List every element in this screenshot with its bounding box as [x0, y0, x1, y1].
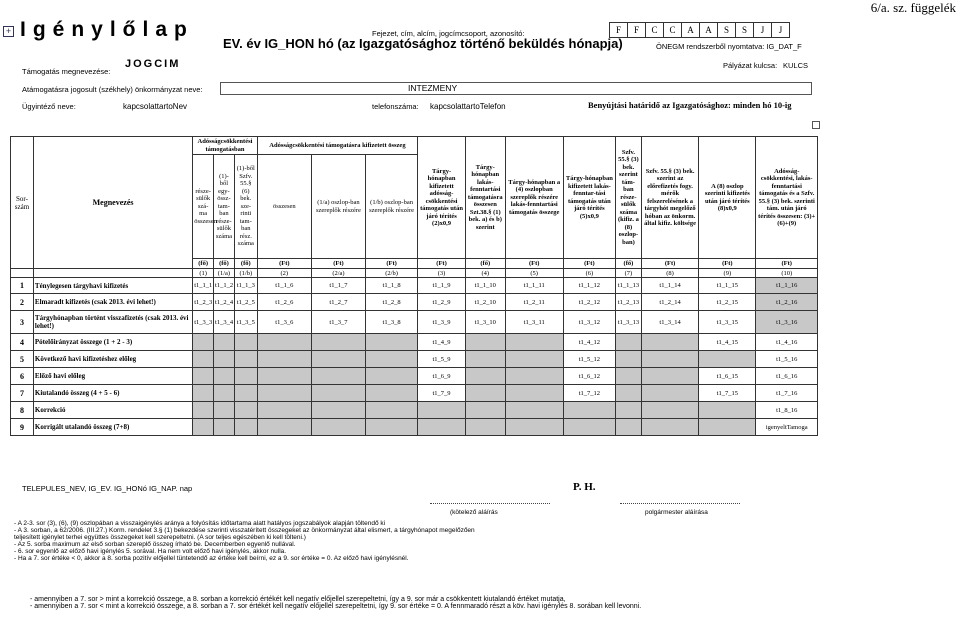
data-cell [311, 385, 365, 402]
data-cell[interactable]: t1_2_6 [257, 294, 311, 311]
data-cell[interactable]: t1_2_14 [641, 294, 698, 311]
data-cell [615, 419, 641, 436]
data-cell [214, 402, 235, 419]
data-cell[interactable]: t1_1_8 [366, 278, 418, 294]
data-cell[interactable]: t1_2_4 [214, 294, 235, 311]
note-line: - amennyiben a 7. sor < mint a korrekció összege, a 8. sorban a 7. sor értékét kell negatív előjellel szerepeltetni, így 9. sor értéke = 0. A fennmaradó részt a köv. havi igénylés 8. sorában kell levonni. [30, 603, 642, 610]
col-number: (1/a) [214, 269, 235, 278]
data-cell[interactable]: t1_7_15 [699, 385, 756, 402]
col-header-9: A (8) oszlop szerinti kifizetés után járó térítés (8)x0,9 [699, 137, 756, 259]
col-number: (7) [615, 269, 641, 278]
data-cell[interactable]: t1_3_10 [465, 311, 505, 334]
data-cell[interactable]: t1_1_10 [465, 278, 505, 294]
identifier-label: Fejezet, cím, alcím, jogcímcsoport, azonosító: [372, 29, 525, 38]
data-cell [641, 351, 698, 368]
phone-label: telefonszáma: [372, 102, 419, 111]
data-cell [641, 419, 698, 436]
col-number: (5) [505, 269, 563, 278]
data-cell [214, 419, 235, 436]
data-cell [214, 385, 235, 402]
data-cell[interactable]: t1_6_16 [756, 368, 818, 385]
col-header-3: Tárgy-hónapban kifizetett adósság-csökkentési támogatás után járó térítés (2)x0,9 [418, 137, 466, 259]
unit-cell: (fő) [193, 259, 214, 269]
data-cell[interactable]: t1_5_12 [563, 351, 615, 368]
data-cell[interactable]: t1_2_15 [699, 294, 756, 311]
data-cell[interactable]: t1_7_9 [418, 385, 466, 402]
institution-value: INTEZMENY [408, 83, 458, 93]
col-header-2b: (1/b) oszlop-ban szereplők részére [366, 155, 418, 259]
col-header-group2: Adósságcsökkentési támogatásra kifizetett összeg [257, 137, 417, 155]
data-cell[interactable]: t1_1_3 [234, 278, 257, 294]
data-cell [505, 402, 563, 419]
col-header-1: része-sülők szá-ma összesen [193, 155, 214, 259]
col-number: (6) [563, 269, 615, 278]
notes-block-2 [30, 596, 930, 610]
table-row [11, 385, 818, 402]
data-cell [193, 419, 214, 436]
data-cell [465, 368, 505, 385]
data-cell [234, 351, 257, 368]
col-header-megnevezes: Megnevezés [33, 137, 192, 269]
identifier-char-box[interactable]: S [717, 22, 736, 38]
unit-cell: (Ft) [641, 259, 698, 269]
data-cell[interactable]: t1_1_1 [193, 278, 214, 294]
data-cell [641, 402, 698, 419]
col-number: (2/a) [311, 269, 365, 278]
identifier-char-box[interactable]: A [699, 22, 718, 38]
col-header-1a: (1)-ből egy-össz-tam-ban része-sülők száma [214, 155, 235, 259]
table-row [11, 402, 818, 419]
entitled-label: Atámogatásra jogosult (székhely) önkormányzat neve: [22, 85, 203, 94]
data-cell [465, 402, 505, 419]
data-cell [615, 402, 641, 419]
note-line: - Ha a 7. sor értéke < 0, akkor a 8. sorba pozitív előjellel tüntetendő az értéke kell beírni, ez a 9. sor értéke = 0. Az előző havi igénylésnél. [14, 555, 409, 562]
data-cell [699, 419, 756, 436]
clerk-label: Ügyintéző neve: [22, 102, 76, 111]
data-cell [699, 402, 756, 419]
signature-right-label: polgármester aláírása [645, 509, 708, 516]
identifier-char-box[interactable]: C [645, 22, 664, 38]
unit-cell: (fő) [465, 259, 505, 269]
row-label: Következő havi kifizetéshez előleg [33, 351, 192, 368]
row-number: 5 [11, 351, 34, 368]
identifier-char-box[interactable]: J [753, 22, 772, 38]
data-cell[interactable]: t1_2_13 [615, 294, 641, 311]
unit-cell: (Ft) [366, 259, 418, 269]
col-header-6: Tárgy-hónapban kifizetett lakás-fenntar-tási támogatás után járó térítés (5)x0,9 [563, 137, 615, 259]
identifier-char-box[interactable]: F [609, 22, 628, 38]
unit-cell: (Ft) [505, 259, 563, 269]
note-line: - A 3. sorban, a 62/2006. (III.27.) Korm. rendelet 3.§ (1) bekezdése szerinti visszatérített összegeket az önkormányzat által elismert, a tárgyhónapot megelőzően [14, 527, 475, 534]
col-number: (4) [465, 269, 505, 278]
data-cell[interactable]: t1_7_16 [756, 385, 818, 402]
note-line: - amennyiben a 7. sor > mint a korrekció összege, a 8. sorban a korrekció értékét kell negatív előjellel szerepeltetni, így a 9. sor már a csökkentett kiutalandó értéket mutatja, [30, 596, 566, 603]
ph-stamp: P. H. [573, 481, 596, 493]
square-icon [812, 121, 820, 129]
identifier-char-box[interactable]: J [771, 22, 790, 38]
col-number: (3) [418, 269, 466, 278]
col-number: (8) [641, 269, 698, 278]
row-label: Pótelőirányzat összege (1 + 2 - 3) [33, 334, 192, 351]
row-label: Korrekció [33, 402, 192, 419]
data-cell[interactable]: t1_2_12 [563, 294, 615, 311]
signature-line-left [430, 503, 550, 504]
data-cell [505, 368, 563, 385]
data-cell[interactable]: t1_7_12 [563, 385, 615, 402]
data-cell [234, 368, 257, 385]
row-label: Tárgyhónapban történt visszafizetés (csak 2013. évi lehet!) [33, 311, 192, 334]
note-line: - 6. sor egyenlő az előző havi igénylés 5. sorával. Ha nem volt előző havi igénylés, akkor nulla. [14, 548, 287, 555]
col-header-7: Szfv. 55.§ (3) bek. szerint tám-ban része-sülők száma (kifiz. a (8) oszlop-ban) [615, 137, 641, 259]
data-cell [234, 419, 257, 436]
form-title: Igénylőlap [20, 18, 194, 41]
data-cell [311, 402, 365, 419]
row-label: Előző havi előleg [33, 368, 192, 385]
data-cell [311, 334, 365, 351]
data-cell [214, 334, 235, 351]
row-number: 9 [11, 419, 34, 436]
data-cell [257, 402, 311, 419]
col-header-2: összesen [257, 155, 311, 259]
data-cell[interactable]: igenyeltTamoga [756, 419, 818, 436]
table-row [11, 294, 818, 311]
data-cell [193, 368, 214, 385]
row-number: 2 [11, 294, 34, 311]
data-cell[interactable]: t1_5_9 [418, 351, 466, 368]
data-cell[interactable]: t1_1_7 [311, 278, 365, 294]
data-cell[interactable]: t1_3_8 [366, 311, 418, 334]
notes-block [14, 520, 914, 562]
data-cell [505, 385, 563, 402]
claim-table [10, 136, 818, 436]
data-cell [641, 385, 698, 402]
data-cell[interactable]: t1_3_13 [615, 311, 641, 334]
signature-line-right [620, 503, 740, 504]
data-cell [234, 334, 257, 351]
data-cell[interactable]: t1_3_14 [641, 311, 698, 334]
data-cell[interactable]: t1_4_12 [563, 334, 615, 351]
data-cell[interactable]: t1_2_3 [193, 294, 214, 311]
onegm-label: ÖNEGM rendszerből nyomtatva: IG_DAT_F [656, 42, 802, 51]
data-cell[interactable]: t1_3_11 [505, 311, 563, 334]
data-cell [257, 385, 311, 402]
data-cell[interactable]: t1_3_6 [257, 311, 311, 334]
applicant-value: KULCS [783, 61, 809, 70]
note-line: teljesített igénylet terhei együttes összegeket kell szerepeltetni. (A sor teljes egészében ki kell tölteni.) [14, 534, 306, 541]
unit-cell: (Ft) [699, 259, 756, 269]
data-cell[interactable]: t1_3_9 [418, 311, 466, 334]
note-line: - Az 5. sorba maximum az első sorban szereplő összeg írható be. Decemberben egyenlő nullával. [14, 541, 296, 548]
data-cell [366, 385, 418, 402]
data-cell[interactable]: t1_3_7 [311, 311, 365, 334]
col-number: (1) [193, 269, 214, 278]
unit-cell: (fő) [234, 259, 257, 269]
col-header-5: Tárgy-hónapban a (4) oszlopban szereplők részére lakás-fenntartási támogatás összege [505, 137, 563, 259]
data-cell [214, 351, 235, 368]
data-cell[interactable]: t1_2_8 [366, 294, 418, 311]
col-header-sorszam: Sor-szám [11, 137, 34, 269]
data-cell [505, 334, 563, 351]
data-cell[interactable]: t1_4_15 [699, 334, 756, 351]
unit-cell: (Ft) [756, 259, 818, 269]
data-cell[interactable]: t1_3_15 [699, 311, 756, 334]
data-cell [366, 368, 418, 385]
data-cell[interactable]: t1_6_12 [563, 368, 615, 385]
table-row [11, 419, 818, 436]
data-cell[interactable]: t1_2_11 [505, 294, 563, 311]
col-number: (9) [699, 269, 756, 278]
unit-cell: (fő) [615, 259, 641, 269]
data-cell [641, 334, 698, 351]
data-cell[interactable]: t1_8_16 [756, 402, 818, 419]
data-cell [311, 419, 365, 436]
col-header-group1: Adósságcsökkentési támogatásban [193, 137, 258, 155]
data-cell [311, 368, 365, 385]
data-cell [465, 385, 505, 402]
note-line: - A 2-3. sor (3), (6), (9) oszlopában a visszaigénylés aránya a folyósítás időtartama alatt hatályos jogszabályok alapján töltendő ki [14, 520, 386, 527]
data-cell [257, 334, 311, 351]
data-cell[interactable]: t1_1_9 [418, 278, 466, 294]
data-cell [193, 334, 214, 351]
data-cell [699, 351, 756, 368]
data-cell [193, 351, 214, 368]
col-number: (10) [756, 269, 818, 278]
data-cell [418, 402, 466, 419]
data-cell [418, 419, 466, 436]
data-cell [465, 334, 505, 351]
date-line: TELEPULES_NEV, IG_EV. IG_HONó IG_NAP. nap [22, 484, 193, 493]
support-value: JOGCIM [125, 58, 181, 70]
data-cell[interactable]: t1_4_9 [418, 334, 466, 351]
row-label: Elmaradt kifizetés (csak 2013. évi lehet!) [33, 294, 192, 311]
data-cell [214, 368, 235, 385]
unit-cell: (Ft) [563, 259, 615, 269]
data-cell [615, 351, 641, 368]
phone-value: kapcsolattartoTelefon [430, 102, 506, 111]
table-row [11, 278, 818, 294]
data-cell [193, 402, 214, 419]
unit-cell: (Ft) [311, 259, 365, 269]
data-cell [505, 351, 563, 368]
data-cell[interactable]: t1_1_13 [615, 278, 641, 294]
table-row [11, 334, 818, 351]
data-cell [465, 351, 505, 368]
data-cell [615, 385, 641, 402]
data-cell [563, 402, 615, 419]
row-label: Korrigált utalandó összeg (7+8) [33, 419, 192, 436]
data-cell[interactable]: t1_3_12 [563, 311, 615, 334]
data-cell[interactable]: t1_6_9 [418, 368, 466, 385]
data-cell [366, 419, 418, 436]
data-cell [615, 334, 641, 351]
data-cell[interactable]: t1_1_6 [257, 278, 311, 294]
applicant-label: Pályázat kulcsa: [723, 61, 778, 70]
data-cell [257, 419, 311, 436]
col-header-4: Tárgy-hónapban lakás-fenntartási támogatásra összesen Szt.38.§ (1) bek. a) és b) szerint [465, 137, 505, 259]
support-label: Támogatás megnevezése: [22, 67, 111, 76]
row-number: 4 [11, 334, 34, 351]
clerk-value: kapcsolattartoNev [123, 102, 188, 111]
table-row [11, 311, 818, 334]
signature-left-label: (kötelező aláírás [450, 509, 498, 516]
data-cell [615, 368, 641, 385]
data-cell[interactable]: t1_3_16 [756, 311, 818, 334]
data-cell [234, 402, 257, 419]
data-cell[interactable]: t1_4_16 [756, 334, 818, 351]
data-cell[interactable]: t1_2_10 [465, 294, 505, 311]
data-cell[interactable]: t1_1_14 [641, 278, 698, 294]
row-number: 1 [11, 278, 34, 294]
data-cell [563, 419, 615, 436]
appendix-label: 6/a. sz. függelék [870, 0, 956, 15]
identifier-char-box[interactable]: F [627, 22, 646, 38]
unit-cell: (Ft) [418, 259, 466, 269]
data-cell[interactable]: t1_2_5 [234, 294, 257, 311]
data-cell[interactable]: t1_3_3 [193, 311, 214, 334]
ev-title: EV. év IG_HON hó (az Igazgatósághoz történő beküldés hónapja) [223, 36, 623, 51]
data-cell [366, 402, 418, 419]
identifier-char-box[interactable]: C [663, 22, 682, 38]
row-number: 6 [11, 368, 34, 385]
unit-cell: (fő) [214, 259, 235, 269]
row-number: 3 [11, 311, 34, 334]
data-cell [257, 351, 311, 368]
row-label: Kiutalandó összeg (4 + 5 - 6) [33, 385, 192, 402]
unit-cell: (Ft) [257, 259, 311, 269]
identifier-char-box[interactable]: A [681, 22, 700, 38]
data-cell [641, 368, 698, 385]
deadline-text: Benyújtási határidő az Igazgatósághoz: minden hó 10-ig [588, 100, 792, 110]
col-number: (1/b) [234, 269, 257, 278]
col-header-1b: (1)-ből Szfv. 55.§ (6) bek. sze-rinti tam-ban rész. száma [234, 155, 257, 259]
data-cell [366, 334, 418, 351]
row-label: Ténylegesen tárgyhavi kifizetés [33, 278, 192, 294]
data-cell[interactable]: t1_2_7 [311, 294, 365, 311]
col-header-8: Szfv. 55.§ (3) bek. szerint az előrefizetés fogy. mérők felszerelésének a tárgyhót megelőző hóban az önkorm. által kifiz. költsége [641, 137, 698, 259]
data-cell [366, 351, 418, 368]
data-cell [311, 351, 365, 368]
data-cell [234, 385, 257, 402]
col-header-2a: (1/a) oszlop-ban szereplők részére [311, 155, 365, 259]
data-cell[interactable]: t1_1_11 [505, 278, 563, 294]
data-cell[interactable]: t1_5_16 [756, 351, 818, 368]
identifier-char-box[interactable]: S [735, 22, 754, 38]
data-cell[interactable]: t1_1_16 [756, 278, 818, 294]
data-cell[interactable]: t1_2_16 [756, 294, 818, 311]
data-cell[interactable]: t1_6_15 [699, 368, 756, 385]
institution-field[interactable] [220, 82, 812, 95]
row-number: 7 [11, 385, 34, 402]
col-number: (2/b) [366, 269, 418, 278]
data-cell [193, 385, 214, 402]
identifier-boxes [610, 22, 790, 36]
table-row [11, 351, 818, 368]
data-cell[interactable]: t1_3_4 [214, 311, 235, 334]
data-cell[interactable]: t1_2_9 [418, 294, 466, 311]
data-cell[interactable]: t1_3_5 [234, 311, 257, 334]
plus-box-icon[interactable]: + [3, 26, 14, 37]
data-cell[interactable]: t1_1_2 [214, 278, 235, 294]
data-cell [257, 368, 311, 385]
table-row [11, 368, 818, 385]
data-cell[interactable]: t1_1_15 [699, 278, 756, 294]
data-cell[interactable]: t1_1_12 [563, 278, 615, 294]
col-number: (2) [257, 269, 311, 278]
row-number: 8 [11, 402, 34, 419]
col-header-10: Adósság-csökkentési, lakás-fenntartási támogatás és a Szfv. 55.§ (3) bek. szerinti tám. után járó térítés összesen: (3)+(6)+(9) [756, 137, 818, 259]
data-cell [465, 419, 505, 436]
data-cell [505, 419, 563, 436]
